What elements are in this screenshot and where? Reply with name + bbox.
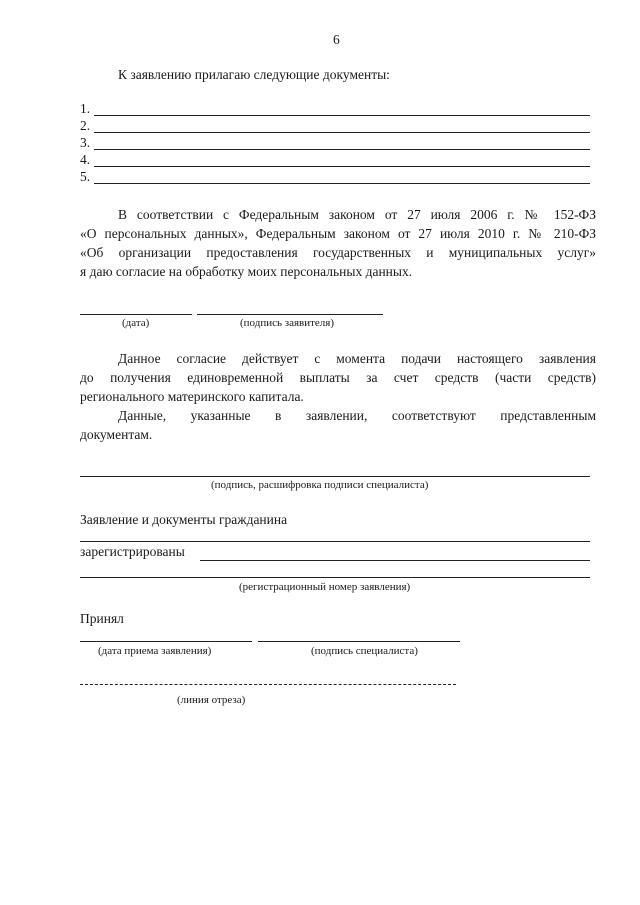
specialist-signature-label: (подпись, расшифровка подписи специалиста): [211, 479, 429, 491]
date-field-line[interactable]: [80, 314, 192, 315]
list-item-number: 1.: [80, 101, 91, 116]
list-item-line[interactable]: [94, 183, 590, 184]
validity-line: Данное согласие действует с момента подачи настоящего заявления: [118, 351, 596, 366]
list-item-number: 2.: [80, 118, 91, 133]
acceptance-date-line[interactable]: [80, 641, 252, 642]
acceptance-signature-label: (подпись специалиста): [311, 645, 418, 657]
list-item-number: 4.: [80, 152, 91, 167]
cut-line: [80, 684, 456, 685]
consent-line: я даю согласие на обработку моих персональных данных.: [80, 264, 413, 279]
attachments-heading: К заявлению прилагаю следующие документы:: [118, 67, 390, 82]
applicant-signature-line[interactable]: [197, 314, 383, 315]
list-item-number: 3.: [80, 135, 91, 150]
registration-line[interactable]: [200, 560, 590, 561]
list-item-line[interactable]: [94, 115, 590, 116]
registration-line[interactable]: [80, 541, 590, 542]
registered-label: зарегистрированы: [80, 544, 185, 559]
registration-number-label: (регистрационный номер заявления): [239, 581, 411, 593]
registration-number-line[interactable]: [80, 577, 590, 578]
list-item-number: 5.: [80, 169, 91, 184]
date-label: (дата): [122, 317, 150, 329]
validity-line: до получения единовременной выплаты за счет средств (части средств): [80, 370, 596, 385]
acceptance-signature-line[interactable]: [258, 641, 460, 642]
list-item-line[interactable]: [94, 132, 590, 133]
cut-line-label: (линия отреза): [177, 694, 246, 706]
specialist-signature-line[interactable]: [80, 476, 590, 477]
accepted-heading: Принял: [80, 611, 124, 626]
validity-line: регионального материнского капитала.: [80, 389, 304, 404]
validity-line: Данные, указанные в заявлении, соответствуют представленным: [118, 408, 596, 423]
list-item-line[interactable]: [94, 166, 590, 167]
consent-line: В соответствии с Федеральным законом от 27 июля 2006 г. № 152-ФЗ: [118, 207, 596, 222]
acceptance-date-label: (дата приема заявления): [98, 645, 212, 657]
applicant-signature-label: (подпись заявителя): [240, 317, 335, 329]
consent-line: «Об организации предоставления государственных и муниципальных услуг»: [80, 245, 596, 260]
validity-line: документам.: [80, 427, 153, 442]
page-number: 6: [333, 32, 340, 47]
consent-line: «О персональных данных», Федеральным законом от 27 июля 2010 г. № 210-ФЗ: [80, 226, 596, 241]
list-item-line[interactable]: [94, 149, 590, 150]
registration-heading: Заявление и документы гражданина: [80, 512, 288, 527]
